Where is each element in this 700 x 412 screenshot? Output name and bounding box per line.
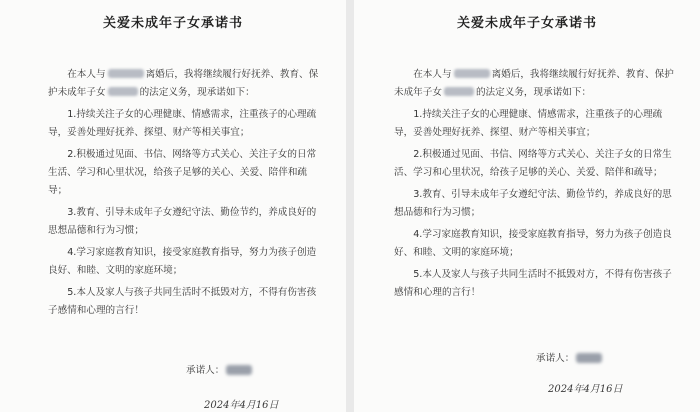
commitment-item-1: 1.持续关注子女的心理健康、情感需求，注重孩子的心理疏导，妥善处理好抚养、探望、财产等相关事宜； — [394, 109, 663, 138]
commitment-item-5: 5.本人及家人与孩子共同生活时不抵毁对方，不得有伤害孩子感情和心理的言行！ — [48, 287, 317, 316]
redacted-child-name — [444, 87, 474, 96]
document-title: 关爱未成年子女承诺书 — [102, 16, 243, 31]
commitment-item-3: 3.教育、引导未成年子女遵纪守法、勤俭节约，养成良好的思想品德和行为习惯； — [48, 207, 317, 236]
intro-paragraph — [48, 66, 320, 102]
intro-text-a: 在本人与 — [67, 69, 106, 80]
handwritten-date: 2024年4月16日 — [204, 400, 279, 411]
redacted-signature — [576, 353, 602, 363]
letter-body — [394, 66, 676, 306]
intro-text-c: 的法定义务，现承诺如下： — [139, 87, 255, 98]
signer-label: 承诺人： — [186, 365, 225, 376]
commitment-item-4: 4.学习家庭教育知识，接受家庭教育指导，努力为孩子创造良好、和睦、文明的家庭环境； — [48, 247, 317, 276]
intro-text-a: 在本人与 — [413, 69, 452, 80]
handwritten-date: 2024年4月16日 — [548, 384, 623, 395]
commitment-item-1: 1.持续关注子女的心理健康、情感需求，注重孩子的心理疏导，妥善处理好抚养、探望、财产等相关事宜； — [48, 109, 317, 138]
signer-line — [186, 362, 252, 376]
redacted-name — [454, 69, 490, 78]
intro-text-c: 的法定义务，现承诺如下： — [475, 87, 592, 98]
intro-text-b: 离婚后，我将继续履行好抚养、教育、保护未成年子女 — [394, 69, 674, 98]
page-divider — [346, 0, 354, 412]
commitment-item-3: 3.教育、引导未成年子女遵纪守法、勤俭节约，养成良好的思想品德和行为习惯； — [394, 189, 672, 218]
signer-label: 承诺人： — [536, 353, 575, 364]
commitment-item-2: 2.积极通过见面、书信、网络等方式关心、关注子女的日常生活、学习和心里状况，给孩子足够的关心、关爱、陪伴和疏导； — [48, 149, 317, 196]
commitment-letter-left — [0, 0, 346, 412]
document-title: 关爱未成年子女承诺书 — [456, 16, 597, 31]
commitment-letter-right — [354, 0, 700, 412]
redacted-name — [108, 69, 144, 78]
intro-text-b: 离婚后，我将继续履行好抚养、教育、保护未成年子女 — [48, 69, 319, 98]
commitment-item-5: 5.本人及家人与孩子共同生活时不抵毁对方，不得有伤害孩子感情和心理的言行！ — [394, 269, 672, 298]
commitment-item-2: 2.积极通过见面、书信、网络等方式关心、关注子女的日常生活、学习和心里状况，给孩子足够的关心、关爱、陪伴和疏导； — [394, 149, 672, 178]
redacted-child-name — [108, 87, 138, 96]
intro-paragraph — [394, 66, 676, 102]
signer-line — [536, 350, 602, 364]
letter-body — [48, 66, 320, 324]
redacted-signature — [226, 365, 252, 375]
commitment-item-4: 4.学习家庭教育知识，接受家庭教育指导，努力为孩子创造良好、和睦、文明的家庭环境； — [394, 229, 672, 258]
